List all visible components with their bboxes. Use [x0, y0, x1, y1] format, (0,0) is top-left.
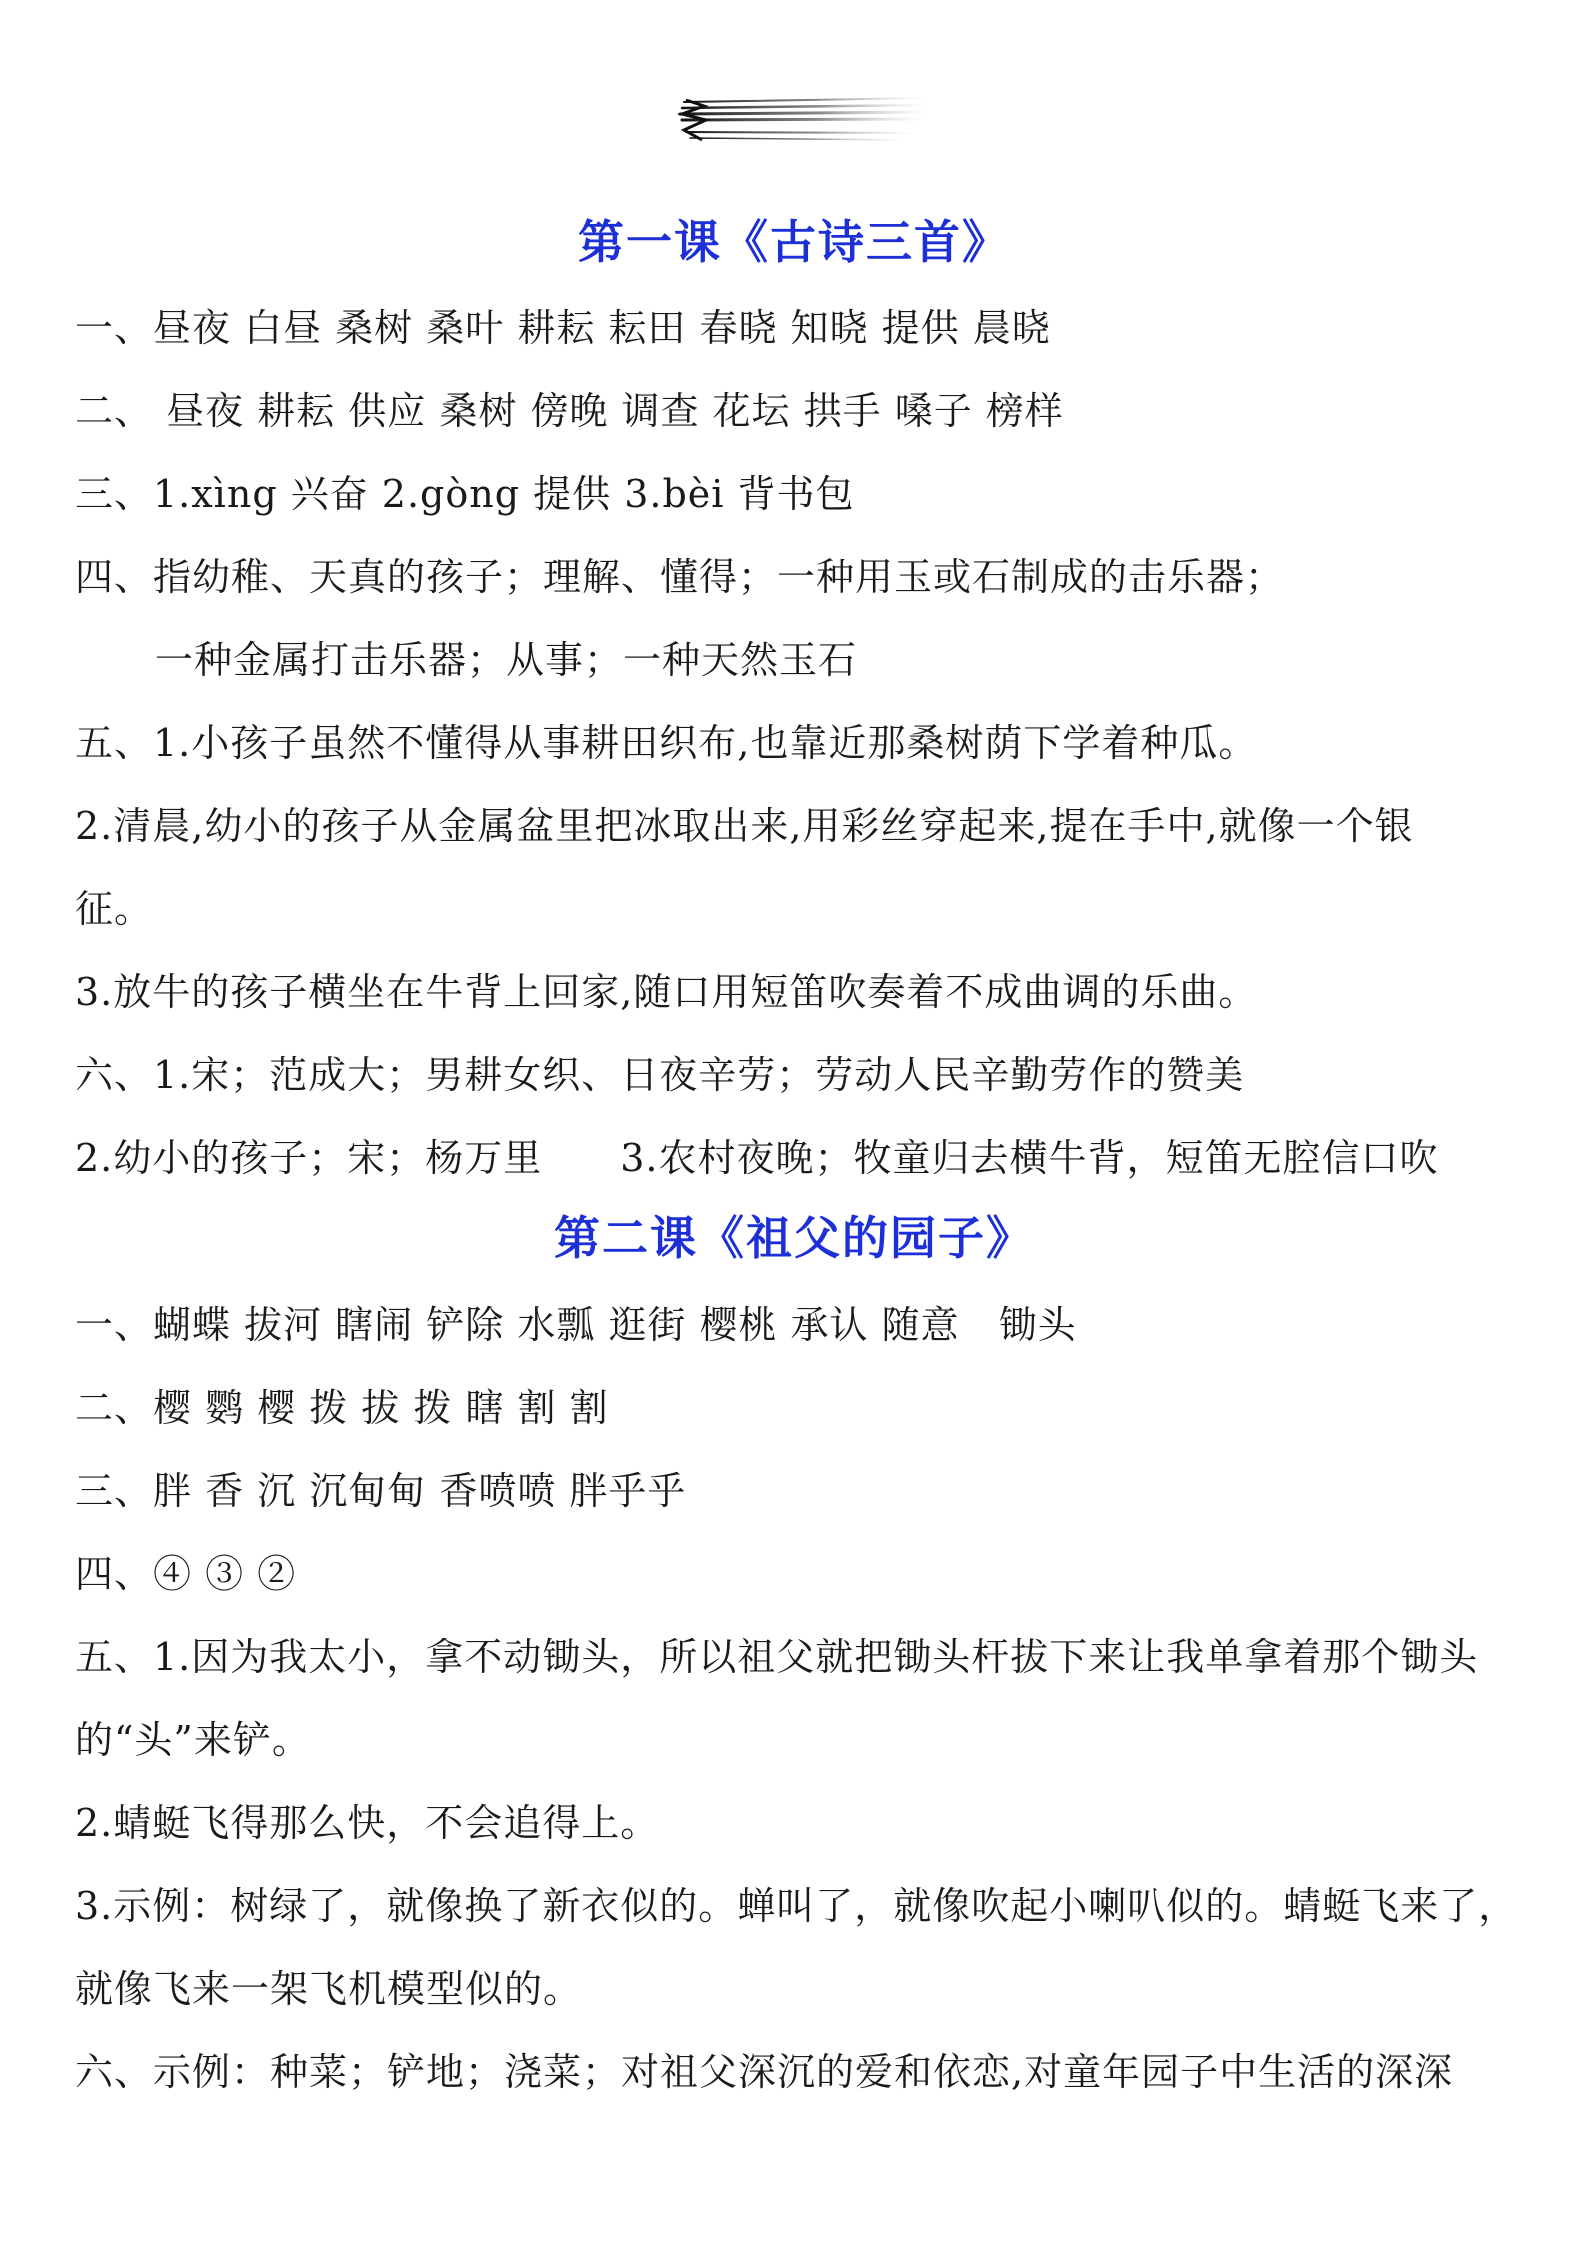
lesson-2-line-2: 二、樱 鹦 樱 拨 拔 拨 瞎 割 割	[75, 1386, 609, 1430]
lesson-1-line-7: 2.清晨,幼小的孩子从金属盆里把冰取出来,用彩丝穿起来,提在手中,就像一个银	[75, 804, 1414, 848]
lesson-1-line-1: 一、昼夜 白昼 桑树 桑叶 耕耘 耘田 春晓 知晓 提供 晨晓	[75, 306, 1051, 350]
lesson-2-line-10: 六、示例：种菜；铲地；浇菜；对祖父深沉的爱和依恋,对童年园子中生活的深深	[75, 2050, 1454, 2094]
lesson-1-line-8: 征。	[75, 887, 154, 931]
lesson-1-line-6: 五、1.小孩子虽然不懂得从事耕田织布,也靠近那桑树荫下学着种瓜。	[75, 721, 1258, 765]
lesson-2-line-9: 就像飞来一架飞机模型似的。	[75, 1967, 583, 2011]
lesson-2-line-8: 3.示例：树绿了，就像换了新衣似的。蝉叫了，就像吹起小喇叭似的。蜻蜓飞来了，	[75, 1884, 1518, 1928]
lesson-1-line-10: 六、1.宋；范成大；男耕女织、日夜辛劳；劳动人民辛勤劳作的赞美	[75, 1053, 1245, 1097]
brush-stroke-logo	[676, 92, 936, 148]
lesson-1-line-2: 二、 昼夜 耕耘 供应 桑树 傍晚 调查 花坛 拱手 嗓子 榜样	[75, 389, 1064, 433]
lesson-2-line-4: 四、④ ③ ②	[75, 1552, 297, 1596]
lesson-1-line-11: 2.幼小的孩子；宋；杨万里 3.农村夜晚；牧童归去横牛背，短笛无腔信口吹	[75, 1136, 1439, 1180]
lesson-1-title: 第一课《古诗三首》	[578, 215, 1010, 269]
lesson-2-title: 第二课《祖父的园子》	[554, 1211, 1034, 1265]
lesson-1-line-4: 四、指幼稚、天真的孩子；理解、懂得；一种用玉或石制成的击乐器；	[75, 555, 1285, 599]
lesson-1-line-3: 三、1.xìng 兴奋 2.gòng 提供 3.bèi 背书包	[75, 472, 855, 516]
lesson-2-line-6: 的“头”来铲。	[75, 1718, 311, 1762]
lesson-2-line-1: 一、蝴蝶 拔河 瞎闹 铲除 水瓢 逛街 樱桃 承认 随意 锄头	[75, 1303, 1077, 1347]
lesson-1-line-9: 3.放牛的孩子横坐在牛背上回家,随口用短笛吹奏着不成曲调的乐曲。	[75, 970, 1258, 1014]
lesson-2-line-3: 三、胖 香 沉 沉甸甸 香喷喷 胖乎乎	[75, 1469, 687, 1513]
lesson-1-line-5: 一种金属打击乐器；从事；一种天然玉石	[155, 638, 858, 682]
lesson-2-line-5: 五、1.因为我太小，拿不动锄头，所以祖父就把锄头杆拔下来让我单拿着那个锄头	[75, 1635, 1479, 1679]
lesson-2-line-7: 2.蜻蜓飞得那么快，不会追得上。	[75, 1801, 660, 1845]
